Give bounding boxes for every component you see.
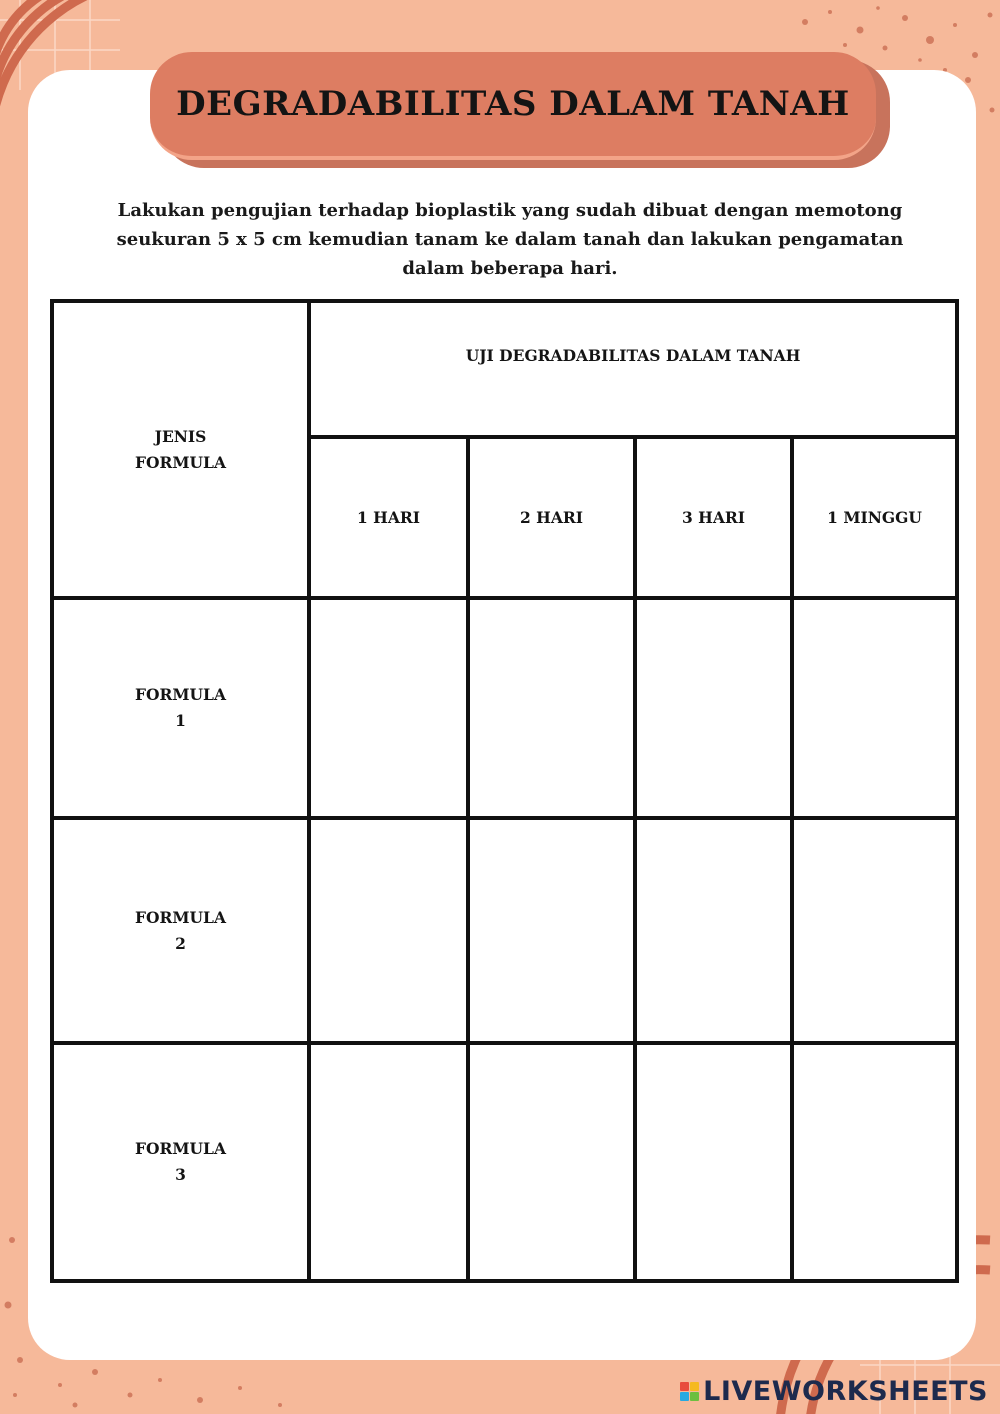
answer-cell[interactable] <box>635 598 792 818</box>
liveworksheets-logo-icon <box>680 1382 699 1401</box>
answer-cell[interactable] <box>468 598 635 818</box>
group-header: UJI DEGRADABILITAS DALAM TANAH <box>309 301 957 437</box>
column-header: 2 HARI <box>468 437 635 598</box>
column-header: 1 MINGGU <box>792 437 957 598</box>
answer-cell[interactable] <box>468 818 635 1043</box>
brand-name: LIVEWORKSHEETS <box>703 1375 988 1407</box>
answer-cell[interactable] <box>309 598 468 818</box>
liveworksheets-logo[interactable] <box>680 1374 988 1408</box>
instructions-text: Lakukan pengujian terhadap bioplastik yang sudah dibuat dengan memotong seukuran 5 x 5 cm kemudian tanam ke dalam tanah dan lakukan pengamatan dalam beberapa hari. <box>116 200 904 279</box>
answer-cell[interactable] <box>635 1043 792 1281</box>
row-header-formula-2: FORMULA 2 <box>52 818 309 1043</box>
answer-cell[interactable] <box>309 1043 468 1281</box>
column-header: 3 HARI <box>635 437 792 598</box>
answer-cell[interactable] <box>792 1043 957 1281</box>
answer-cell[interactable] <box>468 1043 635 1281</box>
page-title: DEGRADABILITAS DALAM TANAH <box>150 52 876 160</box>
column-header: 1 HARI <box>309 437 468 598</box>
corner-header: JENIS FORMULA <box>52 301 309 598</box>
answer-cell[interactable] <box>792 598 957 818</box>
row-header-formula-1: FORMULA 1 <box>52 598 309 818</box>
observation-table <box>50 299 959 1283</box>
answer-cell[interactable] <box>309 818 468 1043</box>
answer-cell[interactable] <box>792 818 957 1043</box>
answer-cell[interactable] <box>635 818 792 1043</box>
row-header-formula-3: FORMULA 3 <box>52 1043 309 1281</box>
